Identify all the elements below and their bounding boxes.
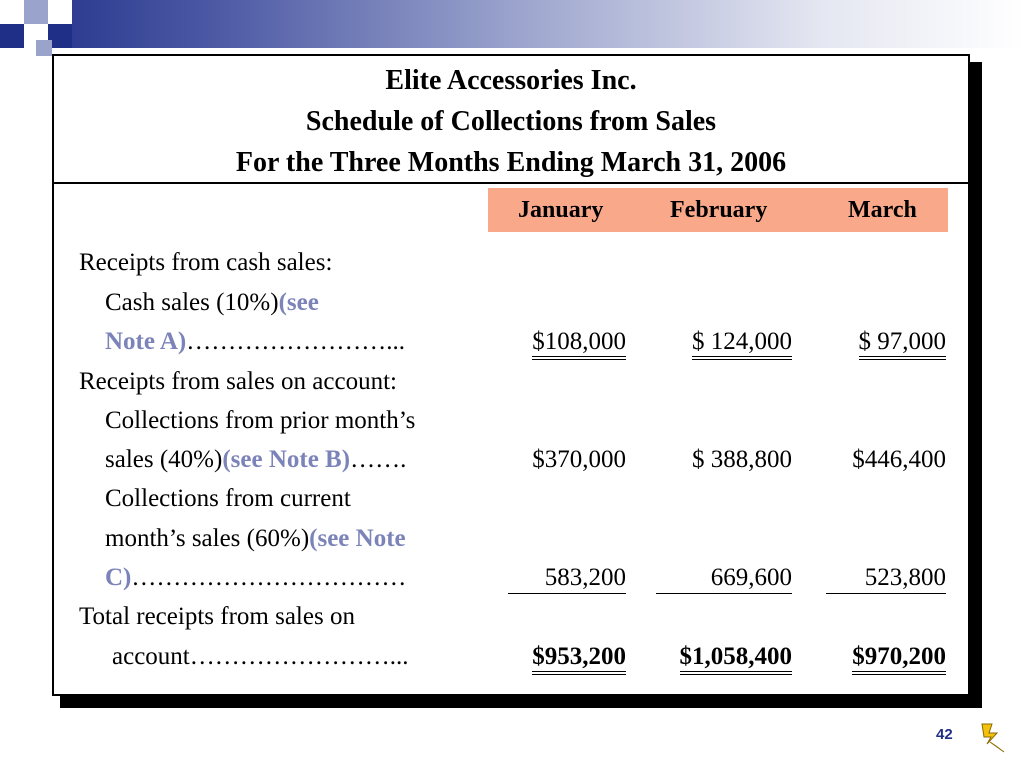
cash-jan-text: $108,000	[532, 328, 626, 360]
total-jan-text: $953,200	[532, 643, 626, 675]
note-a-ref-part1: (see	[278, 289, 319, 316]
cash-heading: Receipts from cash sales:	[79, 249, 333, 276]
lightning-bolt-icon	[978, 722, 1008, 759]
page-number: 42	[936, 726, 953, 743]
cash-feb-text: $ 124,000	[692, 328, 792, 360]
note-b-ref: (see Note B)	[222, 446, 351, 473]
current-dots: ……………………………	[131, 564, 407, 591]
decor-square	[24, 0, 48, 24]
month-header	[488, 188, 948, 232]
total-label-line2	[112, 642, 408, 672]
cash-mar-text: $ 97,000	[859, 328, 947, 360]
cash-mar-value	[820, 327, 946, 357]
cash-feb-value	[650, 327, 792, 357]
prior-label-line2	[105, 445, 406, 475]
column-january: January	[518, 197, 604, 223]
total-feb-text: $1,058,400	[680, 643, 793, 675]
prior-dots: …….	[350, 446, 407, 473]
column-february: February	[670, 197, 768, 223]
cash-dots: ……………………...	[186, 328, 405, 355]
cash-label-line1	[105, 288, 319, 318]
note-c-ref-part1: (see Note	[309, 525, 406, 552]
current-feb-value: 669,600	[656, 563, 792, 594]
note-c-ref-part2: C)	[105, 564, 132, 591]
decor-square	[0, 24, 24, 48]
current-label-line3	[105, 563, 406, 593]
period-title: For the Three Months Ending March 31, 2006	[235, 147, 787, 178]
company-name: Elite Accessories Inc.	[385, 65, 637, 96]
cash-label-line2	[105, 327, 405, 357]
total-dots: ……………………...	[189, 643, 409, 670]
prior-jan-value: $370,000	[532, 446, 626, 473]
decor-square	[48, 0, 72, 24]
current-label-line2	[105, 524, 406, 554]
current-label-line1: Collections from current	[105, 485, 351, 512]
current-label-text: month’s sales (60%)	[105, 525, 310, 552]
decor-square	[36, 40, 52, 56]
current-jan-value: 583,200	[508, 563, 626, 594]
decor-square	[0, 0, 24, 24]
total-feb-value	[650, 642, 792, 672]
title-box	[54, 56, 968, 184]
note-a-ref-part2: Note A)	[105, 328, 187, 355]
cash-label-text: Cash sales (10%)	[105, 289, 279, 316]
current-mar-value: 523,800	[826, 563, 946, 594]
prior-label-text: sales (40%)	[105, 446, 223, 473]
schedule-title: Schedule of Collections from Sales	[305, 106, 717, 137]
prior-mar-value: $446,400	[852, 446, 946, 473]
prior-label-line1: Collections from prior month’s	[105, 407, 416, 434]
total-label-text: account	[112, 643, 190, 670]
schedule-card	[52, 54, 970, 696]
prior-feb-value: $ 388,800	[692, 446, 792, 473]
column-march: March	[848, 197, 917, 223]
cash-jan-value	[504, 327, 626, 357]
total-jan-value	[504, 642, 626, 672]
account-heading: Receipts from sales on account:	[79, 368, 397, 395]
total-mar-text: $970,200	[852, 643, 946, 675]
total-label-line1: Total receipts from sales on	[79, 603, 355, 630]
total-mar-value	[820, 642, 946, 672]
top-gradient-band	[0, 0, 1024, 48]
